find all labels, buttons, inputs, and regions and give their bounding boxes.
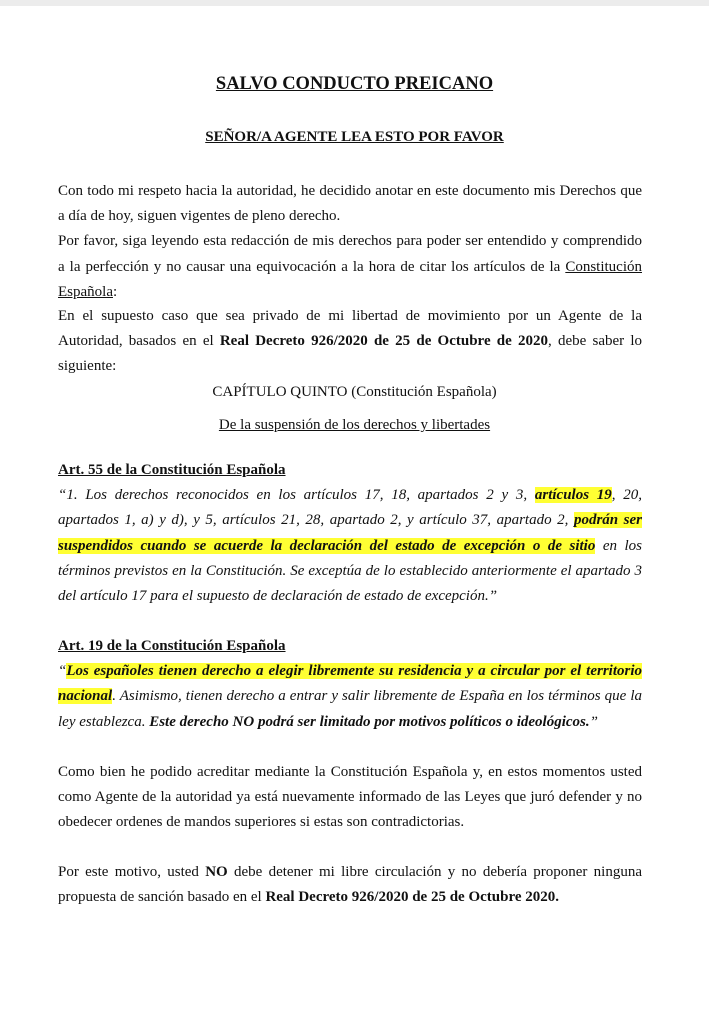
document-page <box>0 6 709 1024</box>
document-subtitle: SEÑOR/A AGENTE LEA ESTO POR FAVOR <box>205 129 504 145</box>
supuesto-text-c: , debe saber lo siguiente: <box>58 333 642 375</box>
article-19-section <box>58 634 642 735</box>
article-19-open-quote: “ <box>58 663 67 680</box>
article-19-text: . Asimismo, tienen derecho a entrar y salir libremente de España en los términos que la ley establezca. <box>58 688 642 730</box>
article-55-text-1: “1. Los derechos reconocidos en los artículos 17, 18, apartados 2 y 3, <box>58 487 535 504</box>
motivo-real-decreto: Real Decreto 926/2020 de 25 de Octubre 2020. <box>265 889 559 906</box>
motivo-text-a: Por este motivo, usted <box>58 864 206 880</box>
intro-s2-text: Por favor, siga leyendo esta redacción de mis derechos para poder ser entendido y comprendido a la perfección y no causar una equivocación a la hora de citar los artículos de la <box>58 233 642 275</box>
como-bien-paragraph: Como bien he podido acreditar mediante la Constitución Española y, en estos momentos usted como Agente de la autoridad ya está nuevamente informado de las Leyes que juró defender y no obedecer ordenes de mandos superiores si estas son contradictorias. <box>58 764 642 831</box>
constitution-reference: Constitución Española <box>58 258 642 300</box>
article-19-highlight: Los españoles tienen derecho a elegir libremente su residencia y a circular por el territorio nacional <box>58 663 642 705</box>
article-55-heading: Art. 55 de la Constitución Española <box>58 462 286 478</box>
article-55-text-3: en los términos previstos en la Constitución. Se exceptúa de lo establecido anteriormente el apartado 3 del artículo 17 para el supuesto de declaración de estado de excepción.” <box>58 537 643 605</box>
intro-sentence-2 <box>58 229 642 305</box>
article-55-highlight-1: artículos 19 <box>534 487 612 504</box>
article-19-bold-text: Este derecho NO podrá ser limitado por motivos políticos o ideológicos. <box>149 713 590 730</box>
motivo-paragraph <box>58 860 642 910</box>
intro-sentence-1: Con todo mi respeto hacia la autoridad, he decidido anotar en este documento mis Derechos que a día de hoy, siguen vigentes de pleno derecho. <box>58 183 642 225</box>
intro-s2-end: : <box>112 283 118 300</box>
document-title: SALVO CONDUCTO PREICANO <box>215 74 494 94</box>
article-55-highlight-2: podrán ser suspendidos cuando se acuerde la declaración del estado de excepción o de sitio <box>58 512 642 554</box>
motivo-no: NO <box>205 864 228 880</box>
supuesto-paragraph <box>58 304 642 380</box>
real-decreto-reference: Real Decreto 926/2020 de 25 de Octubre de 2020 <box>219 333 549 350</box>
intro-paragraph <box>58 179 642 305</box>
supuesto-text-a: En el supuesto caso que sea privado de mi libertad de movimiento por un Agente de la Autoridad, basados en el <box>58 308 642 350</box>
article-55-text-2: , 20, apartados 1, a) y d), y 5, artículos 21, 28, apartado 2, y artículo 37, apartado 2, <box>58 487 643 529</box>
article-19-close-quote: ” <box>589 713 598 730</box>
chapter-title: CAPÍTULO QUINTO (Constitución Española) <box>212 384 497 400</box>
article-55-section <box>58 458 642 609</box>
article-19-heading: Art. 19 de la Constitución Española <box>58 638 286 654</box>
chapter-subtitle: De la suspensión de los derechos y libertades <box>218 417 491 433</box>
motivo-text-c: debe detener mi libre circulación y no debería proponer ninguna propuesta de sanción basado en el <box>58 864 643 906</box>
